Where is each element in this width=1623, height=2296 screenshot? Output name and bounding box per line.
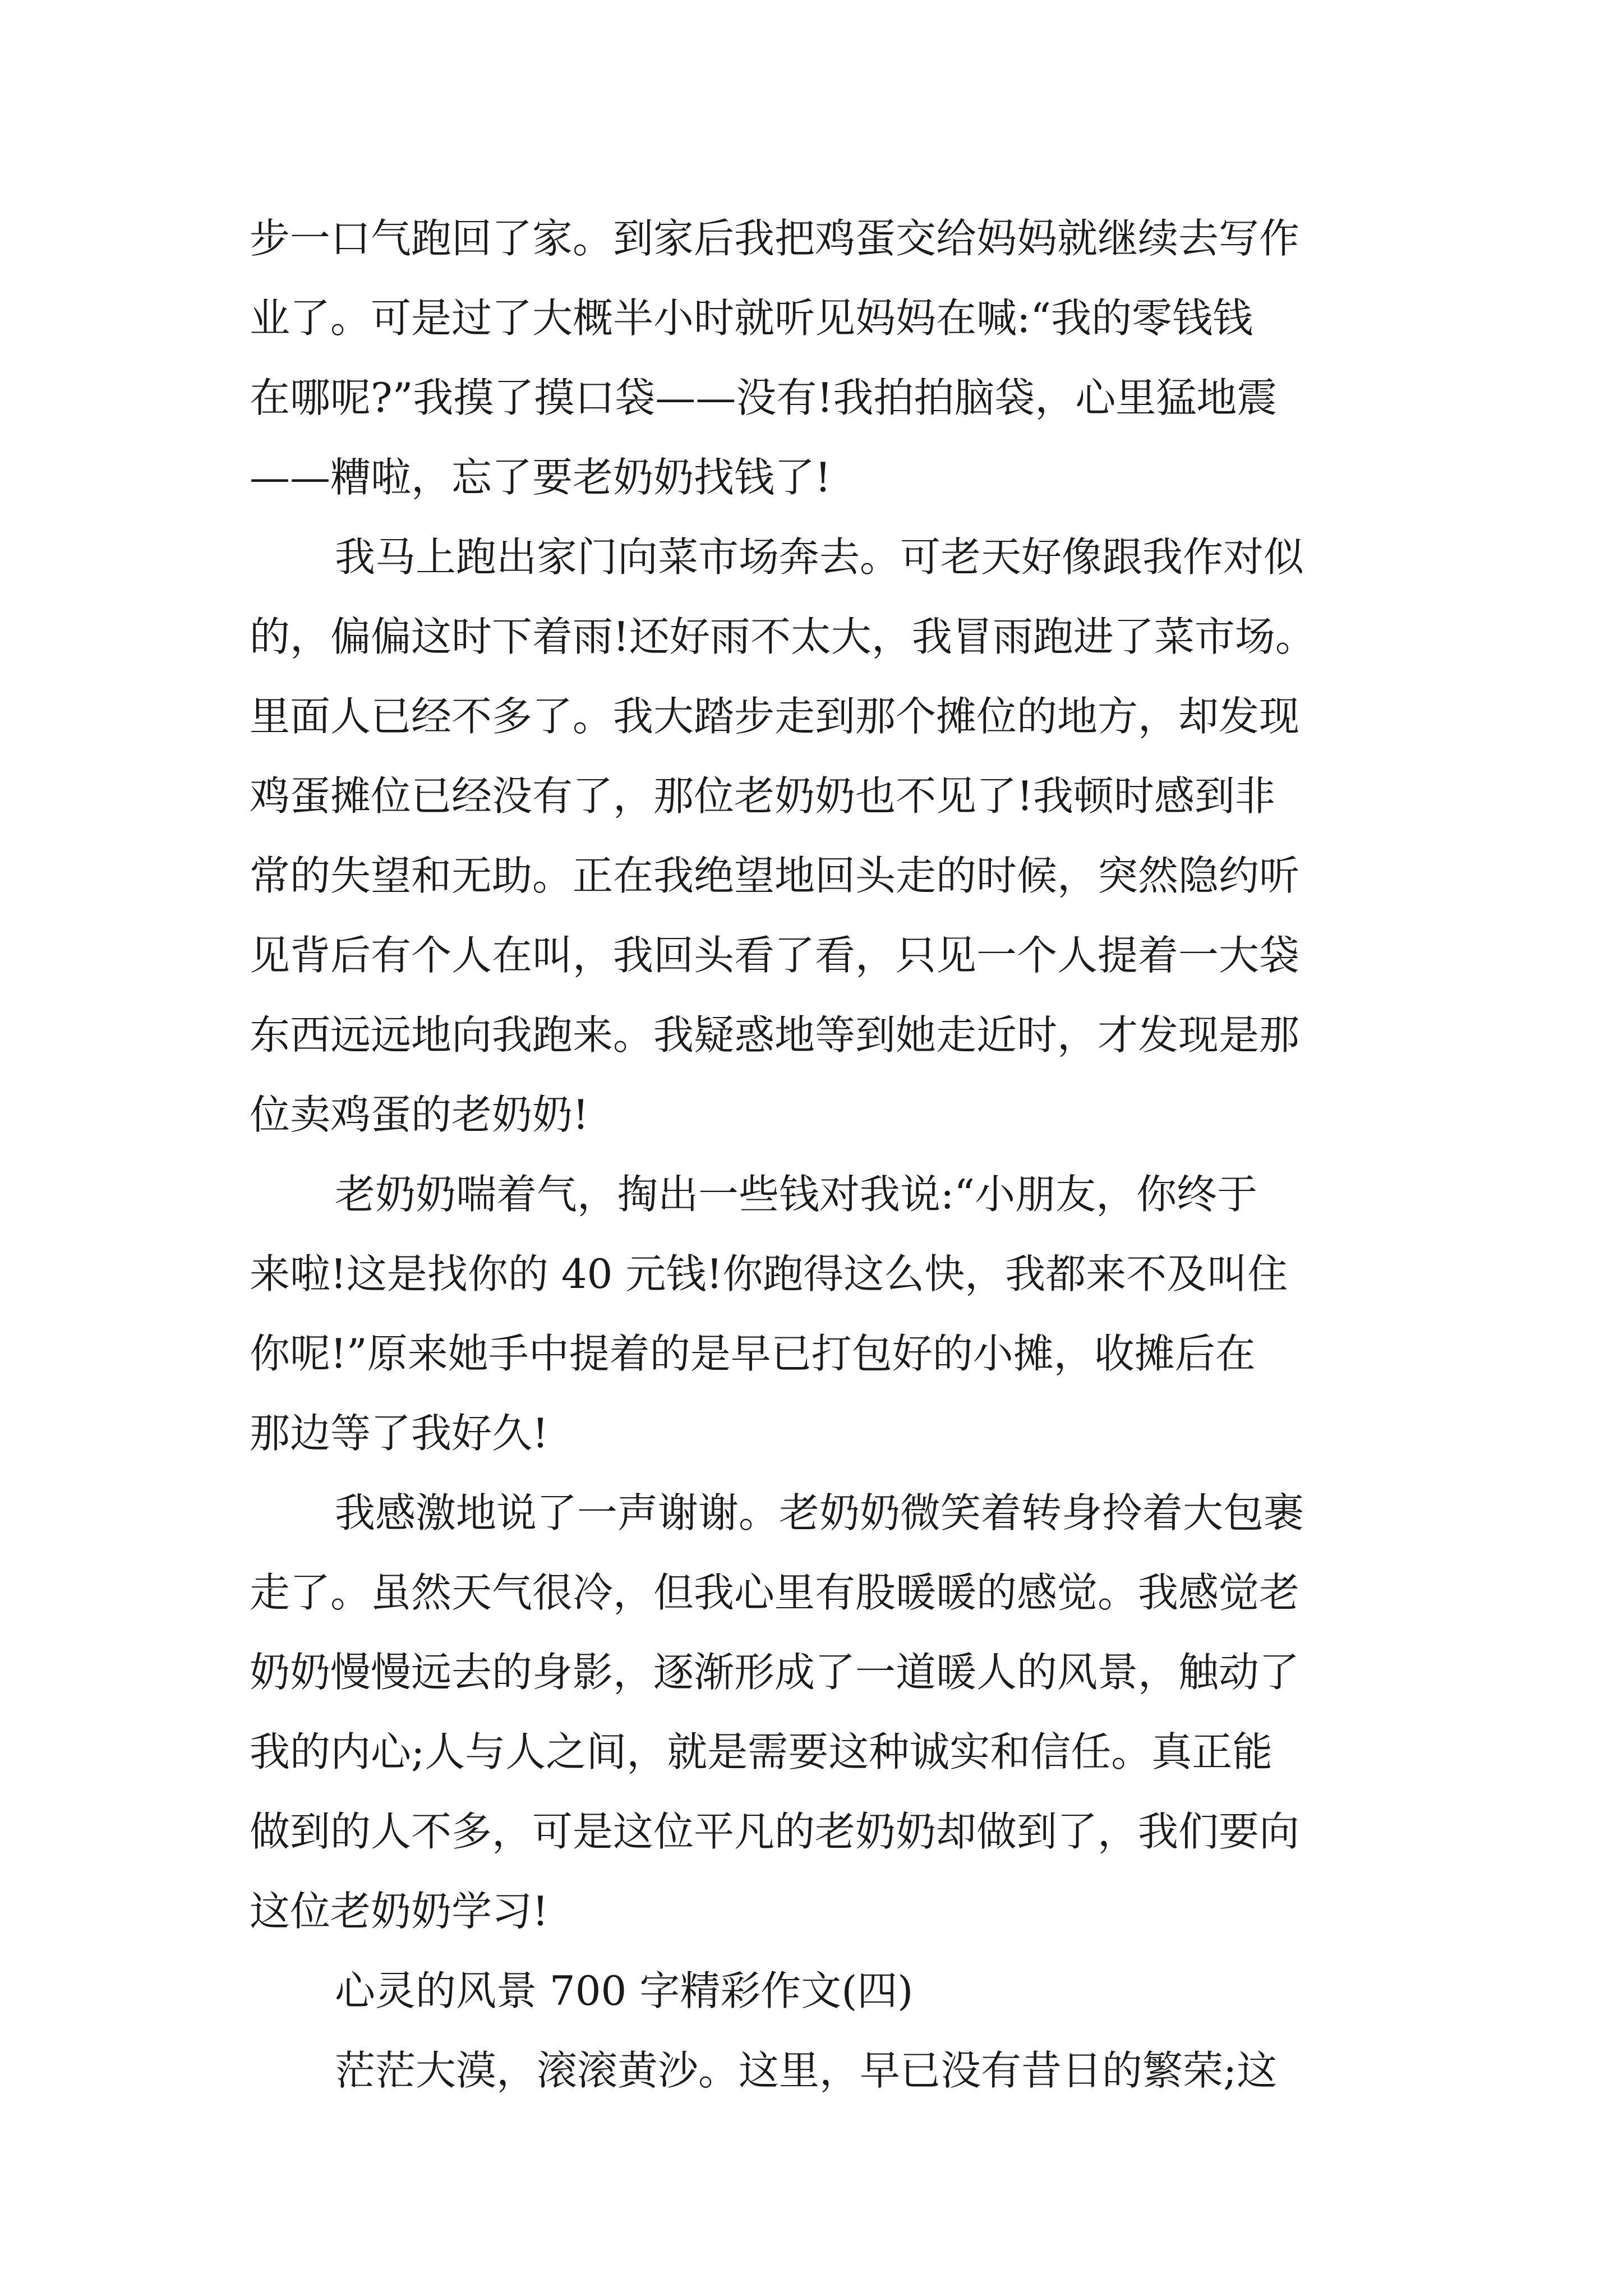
text-line: 来啦!这是找你的 40 元钱!你跑得这么快，我都来不及叫住 <box>250 1250 1288 1297</box>
text-line: 在哪呢?”我摸了摸口袋——没有!我拍拍脑袋，心里猛地震 <box>250 374 1278 421</box>
text-line: 业了。可是过了大概半小时就听见妈妈在喊:“我的零钱钱 <box>250 295 1253 342</box>
text-line: 奶奶慢慢远去的身影，逐渐形成了一道暖人的风景，触动了 <box>250 1649 1300 1696</box>
text-line: 这位老奶奶学习! <box>250 1888 548 1935</box>
section-heading: 心灵的风景 700 字精彩作文(四) <box>335 1967 914 2014</box>
text-line: 那边等了我好久! <box>250 1410 548 1457</box>
text-line: 做到的人不多，可是这位平凡的老奶奶却做到了，我们要向 <box>250 1808 1300 1855</box>
text-line: 走了。虽然天气很冷，但我心里有股暖暖的感觉。我感觉老 <box>250 1569 1300 1616</box>
paragraph-first-line: 茫茫大漠，滚滚黄沙。这里，早已没有昔日的繁荣;这 <box>335 2047 1278 2094</box>
text-line: 常的失望和无助。正在我绝望地回头走的时候，突然隐约听 <box>250 852 1300 899</box>
text-line: 步一口气跑回了家。到家后我把鸡蛋交给妈妈就继续去写作 <box>250 215 1300 262</box>
text-line: 东西远远地向我跑来。我疑惑地等到她走近时，才发现是那 <box>250 1011 1300 1059</box>
text-line: 你呢!”原来她手中提着的是早已打包好的小摊，收摊后在 <box>250 1330 1256 1377</box>
text-line: 我的内心;人与人之间，就是需要这种诚实和信任。真正能 <box>250 1728 1273 1775</box>
text-line: 里面人已经不多了。我大踏步走到那个摊位的地方，却发现 <box>250 693 1300 740</box>
text-line: 位卖鸡蛋的老奶奶! <box>250 1091 589 1138</box>
text-line: 的，偏偏这时下着雨!还好雨不太大，我冒雨跑进了菜市场。 <box>250 613 1316 660</box>
text-line: 见背后有个人在叫，我回头看了看，只见一个人提着一大袋 <box>250 932 1300 979</box>
paragraph-first-line: 我感激地说了一声谢谢。老奶奶微笑着转身拎着大包裹 <box>335 1489 1304 1536</box>
paragraph-first-line: 老奶奶喘着气，掏出一些钱对我说:“小朋友，你终于 <box>335 1171 1258 1218</box>
text-line: ——糟啦，忘了要老奶奶找钱了! <box>250 454 831 501</box>
text-line: 鸡蛋摊位已经没有了，那位老奶奶也不见了!我顿时感到非 <box>250 772 1275 820</box>
paragraph-first-line: 我马上跑出家门向菜市场奔去。可老天好像跟我作对似 <box>335 533 1304 581</box>
